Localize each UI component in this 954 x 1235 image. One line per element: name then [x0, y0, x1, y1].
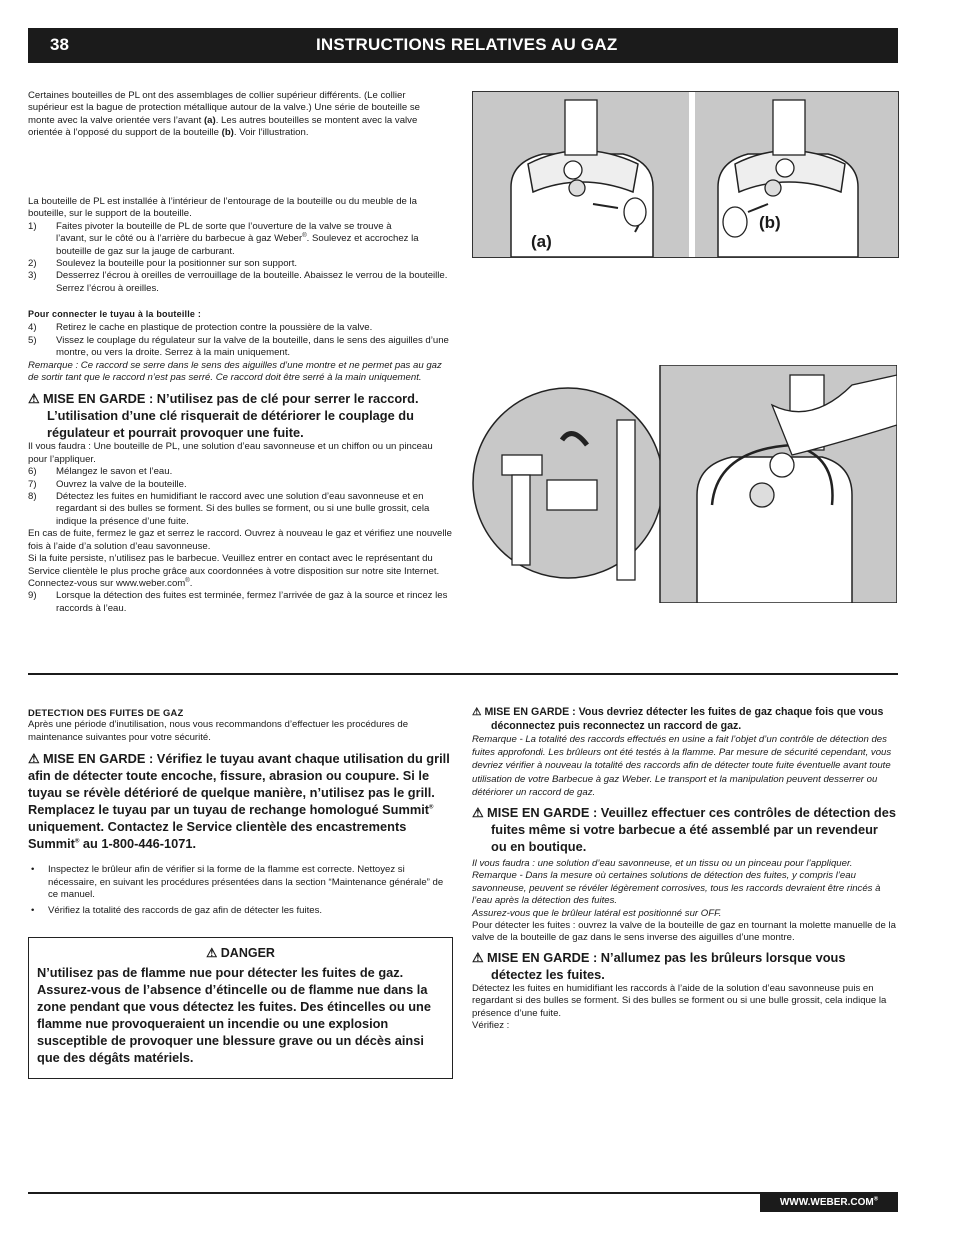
bullet-item: • Inspectez le brûleur afin de vérifier si la forme de la flamme est correcte. Nettoyez si nécessaire, en suivant les procédures présentées dans la section “Maintenance générale” de ce manuel.	[31, 864, 444, 901]
bullet-item: • Vérifiez la totalité des raccords de gaz afin de détecter les fuites.	[31, 905, 323, 917]
warning-hose: ⚠ MISE EN GARDE : Vérifiez le tuyau avant chaque utilisation du grill afin de détecter toute encoche, fissure, abrasion ou coupure. Si le tuyau se révèle détérioré de quelque manière, n’utilisez pas le grill. Remplacez le tuyau par un tuyau de rechange homologué Summit® uniquement. Contactez le Service clientèle des encastrements Summit® au 1-800-446-1071.	[28, 751, 450, 852]
detect-paragraph: Pour détecter les fuites : ouvrez la valve de la bouteille de gaz en tournant la molette manuelle de la valve de la bouteille de gaz dans le sens inverse des aiguilles d’une montre.	[472, 920, 896, 944]
step-8: 8) Détectez les fuites en humidifiant le raccord avec une solution d’eau savonneuse et en regardant si des bulles se forment. Si des bulles se forment, ou si une bulle grossit, cela indique la présence d’une fuite.	[28, 491, 430, 527]
figure-tank-valve-orientation	[472, 91, 899, 258]
need-paragraph: Il vous faudra : Une bouteille de PL, une solution d’eau savonneuse et un chiffon ou un pinceau pour l’appliquer.	[28, 441, 433, 465]
step-5: 5) Vissez le couplage du régulateur sur la valve de la bouteille, dans le sens des aiguilles d’une montre, ou vers la droite. Serrez à la main uniquement.	[28, 334, 449, 359]
danger-box	[28, 937, 453, 1079]
warning-triangle-icon: ⚠	[472, 706, 482, 718]
page-number: 38	[50, 35, 69, 54]
section-divider	[28, 673, 898, 675]
page-title: INSTRUCTIONS RELATIVES AU GAZ	[316, 35, 618, 54]
remark-corrosive: Remarque - Dans la mesure où certaines solutions de détection des fuites, y compris l’eau savonneuse, peuvent se révéler légèrement corrosives, tous les raccords devraient être rincés à l’eau après la détection des fuites.	[472, 870, 881, 907]
warning-triangle-icon: ⚠	[206, 946, 218, 960]
page-header	[28, 28, 898, 63]
step-9: 9) Lorsque la détection des fuites est terminée, fermez l’arrivée de gaz à la source et rincez les raccords à l’eau.	[28, 590, 448, 614]
step-2: 2) Soulevez la bouteille pour la positionner sur son support.	[28, 258, 298, 270]
warning-reconnect: ⚠ MISE EN GARDE : Vous devriez détecter les fuites de gaz chaque fois que vous déconnectez puis reconnectez un raccord de gaz.	[472, 706, 884, 732]
warning-burners: ⚠ MISE EN GARDE : N’allumez pas les brûleurs lorsque vous détectez les fuites.	[472, 949, 846, 982]
warning-triangle-icon: ⚠	[472, 949, 484, 965]
step-6: 6) Mélangez le savon et l’eau.	[28, 466, 173, 478]
intro-paragraph: Certaines bouteilles de PL ont des assemblages de collier supérieur différents. (Le collier supérieur est la bague de protection métallique autour de la valve.) Une série de bouteille se monte avec la valve orientée vers l’avant (a). Les autres bouteilles se montent avec la valve orientée à l’opposé du support de la bouteille (b). Voir l’illustration.	[28, 90, 420, 139]
need-paragraph: Il vous faudra : une solution d’eau savonneuse, et un tissu ou un pinceau pour l’appliquer.	[472, 858, 853, 870]
remark-factory: Remarque - La totalité des raccords effectués en usine a fait l’objet d’un contrôle de détection des fuites approfondi. Les brûleurs ont été testés à la flamme. Par mesure de sécurité cependant, vous devriez vérifier à nouveau la totalité des raccords afin de détecter toute fuite éventuelle avant toute utilisation de votre Barbecue à gaz Weber. Le transport et la manipulation peuvent desserrer ou détériorer un raccord de gaz.	[472, 734, 892, 798]
intro-block	[28, 90, 433, 140]
warning-triangle-icon: ⚠	[28, 751, 40, 767]
footer-url: WWW.WEBER.COM®	[760, 1194, 898, 1212]
section-heading: DETECTION DES FUITES DE GAZ	[28, 707, 184, 718]
figure-label-b: (b)	[759, 213, 781, 232]
warning-dealer: ⚠ MISE EN GARDE : Veuillez effectuer ces contrôles de détection des fuites même si votre barbecue a été assemblé par un revendeur ou en boutique.	[472, 805, 896, 855]
leak-paragraph: En cas de fuite, fermez le gaz et serrez le raccord. Ouvrez à nouveau le gaz et vérifiez une nouvelle fois à l’aide d’a solution d’eau savonneuse.	[28, 528, 452, 552]
connect-heading: Pour connecter le tuyau à la bouteille :	[28, 309, 202, 319]
remark-side-burner: Assurez-vous que le brûleur latéral est positionné sur OFF.	[472, 907, 722, 919]
danger-heading: ⚠ DANGER	[206, 946, 275, 960]
detect-paragraph-2: Détectez les fuites en humidifiant les raccords à l’aide de la solution d’eau savonneuse puis en regardant si des bulles se forment. Si des bulles se forment ou si une bulle grossit, cela indique la présence d’une fuite.	[472, 982, 887, 1019]
remark: Remarque : Ce raccord se serre dans le sens des aiguilles d’une montre et ne permet pas au gaz de sortir tant que le raccord n’est pas serré. Ce raccord doit être serré à la main uniquement.	[28, 359, 442, 384]
figure-label-a: (a)	[531, 232, 552, 251]
install-paragraph: La bouteille de PL est installée à l’intérieur de l’entourage de la bouteille ou du meuble de la bouteille, sur le support de la bouteille.	[28, 196, 417, 220]
leak-detection-right-block	[472, 705, 897, 1032]
figure-regulator-coupling	[472, 365, 897, 603]
connect-block	[28, 308, 453, 615]
warning-triangle-icon: ⚠	[472, 805, 484, 821]
regulator-illustration	[472, 365, 897, 603]
danger-text: N’utilisez pas de flamme nue pour détecter les fuites de gaz. Assurez-vous de l’absence d’étincelle ou de flamme nue dans la zone pendant que vous détectez les fuites. Des étincelles ou une flamme nue provoqueraient un incendie ou une explosion susceptible de provoquer une blessure grave ou un décès ainsi que des dégâts matériels.	[37, 965, 431, 1065]
warning-triangle-icon: ⚠	[28, 391, 40, 407]
step-1: 1) Faites pivoter la bouteille de PL de sorte que l’ouverture de la valve se trouve à l’avant, sur le côté ou à l’arrière du barbecue à gaz Weber®. Soulevez et accrochez la bouteille de gaz sur la jauge de carburant.	[28, 220, 419, 257]
persist-paragraph: Si la fuite persiste, n’utilisez pas le barbecue. Veuillez entrer en contact avec le représentant du Service clientèle le plus proche grâce aux coordonnées à votre disposition sur notre site Internet. Connectez-vous sur www.weber.com®.	[28, 553, 440, 589]
leak-intro: Après une période d’inutilisation, nous vous recommandons d’effectuer les procédures de maintenance suivantes pour votre sécurité.	[28, 719, 409, 743]
verify-label: Vérifiez :	[472, 1020, 510, 1032]
warning-wrench: ⚠ MISE EN GARDE : N’utilisez pas de clé pour serrer le raccord. L’utilisation d’une clé risquerait de détériorer le couplage du régulateur et pourrait provoquer une fuite.	[28, 391, 419, 441]
step-3: 3) Desserrez l’écrou à oreilles de verrouillage de la bouteille. Abaissez le verrou de la bouteille. Serrez l’écrou à oreilles.	[28, 270, 448, 294]
install-block	[28, 196, 453, 295]
leak-detection-block	[28, 707, 453, 918]
step-7: 7) Ouvrez la valve de la bouteille.	[28, 478, 187, 490]
step-4: 4) Retirez le cache en plastique de protection contre la poussière de la valve.	[28, 322, 373, 334]
